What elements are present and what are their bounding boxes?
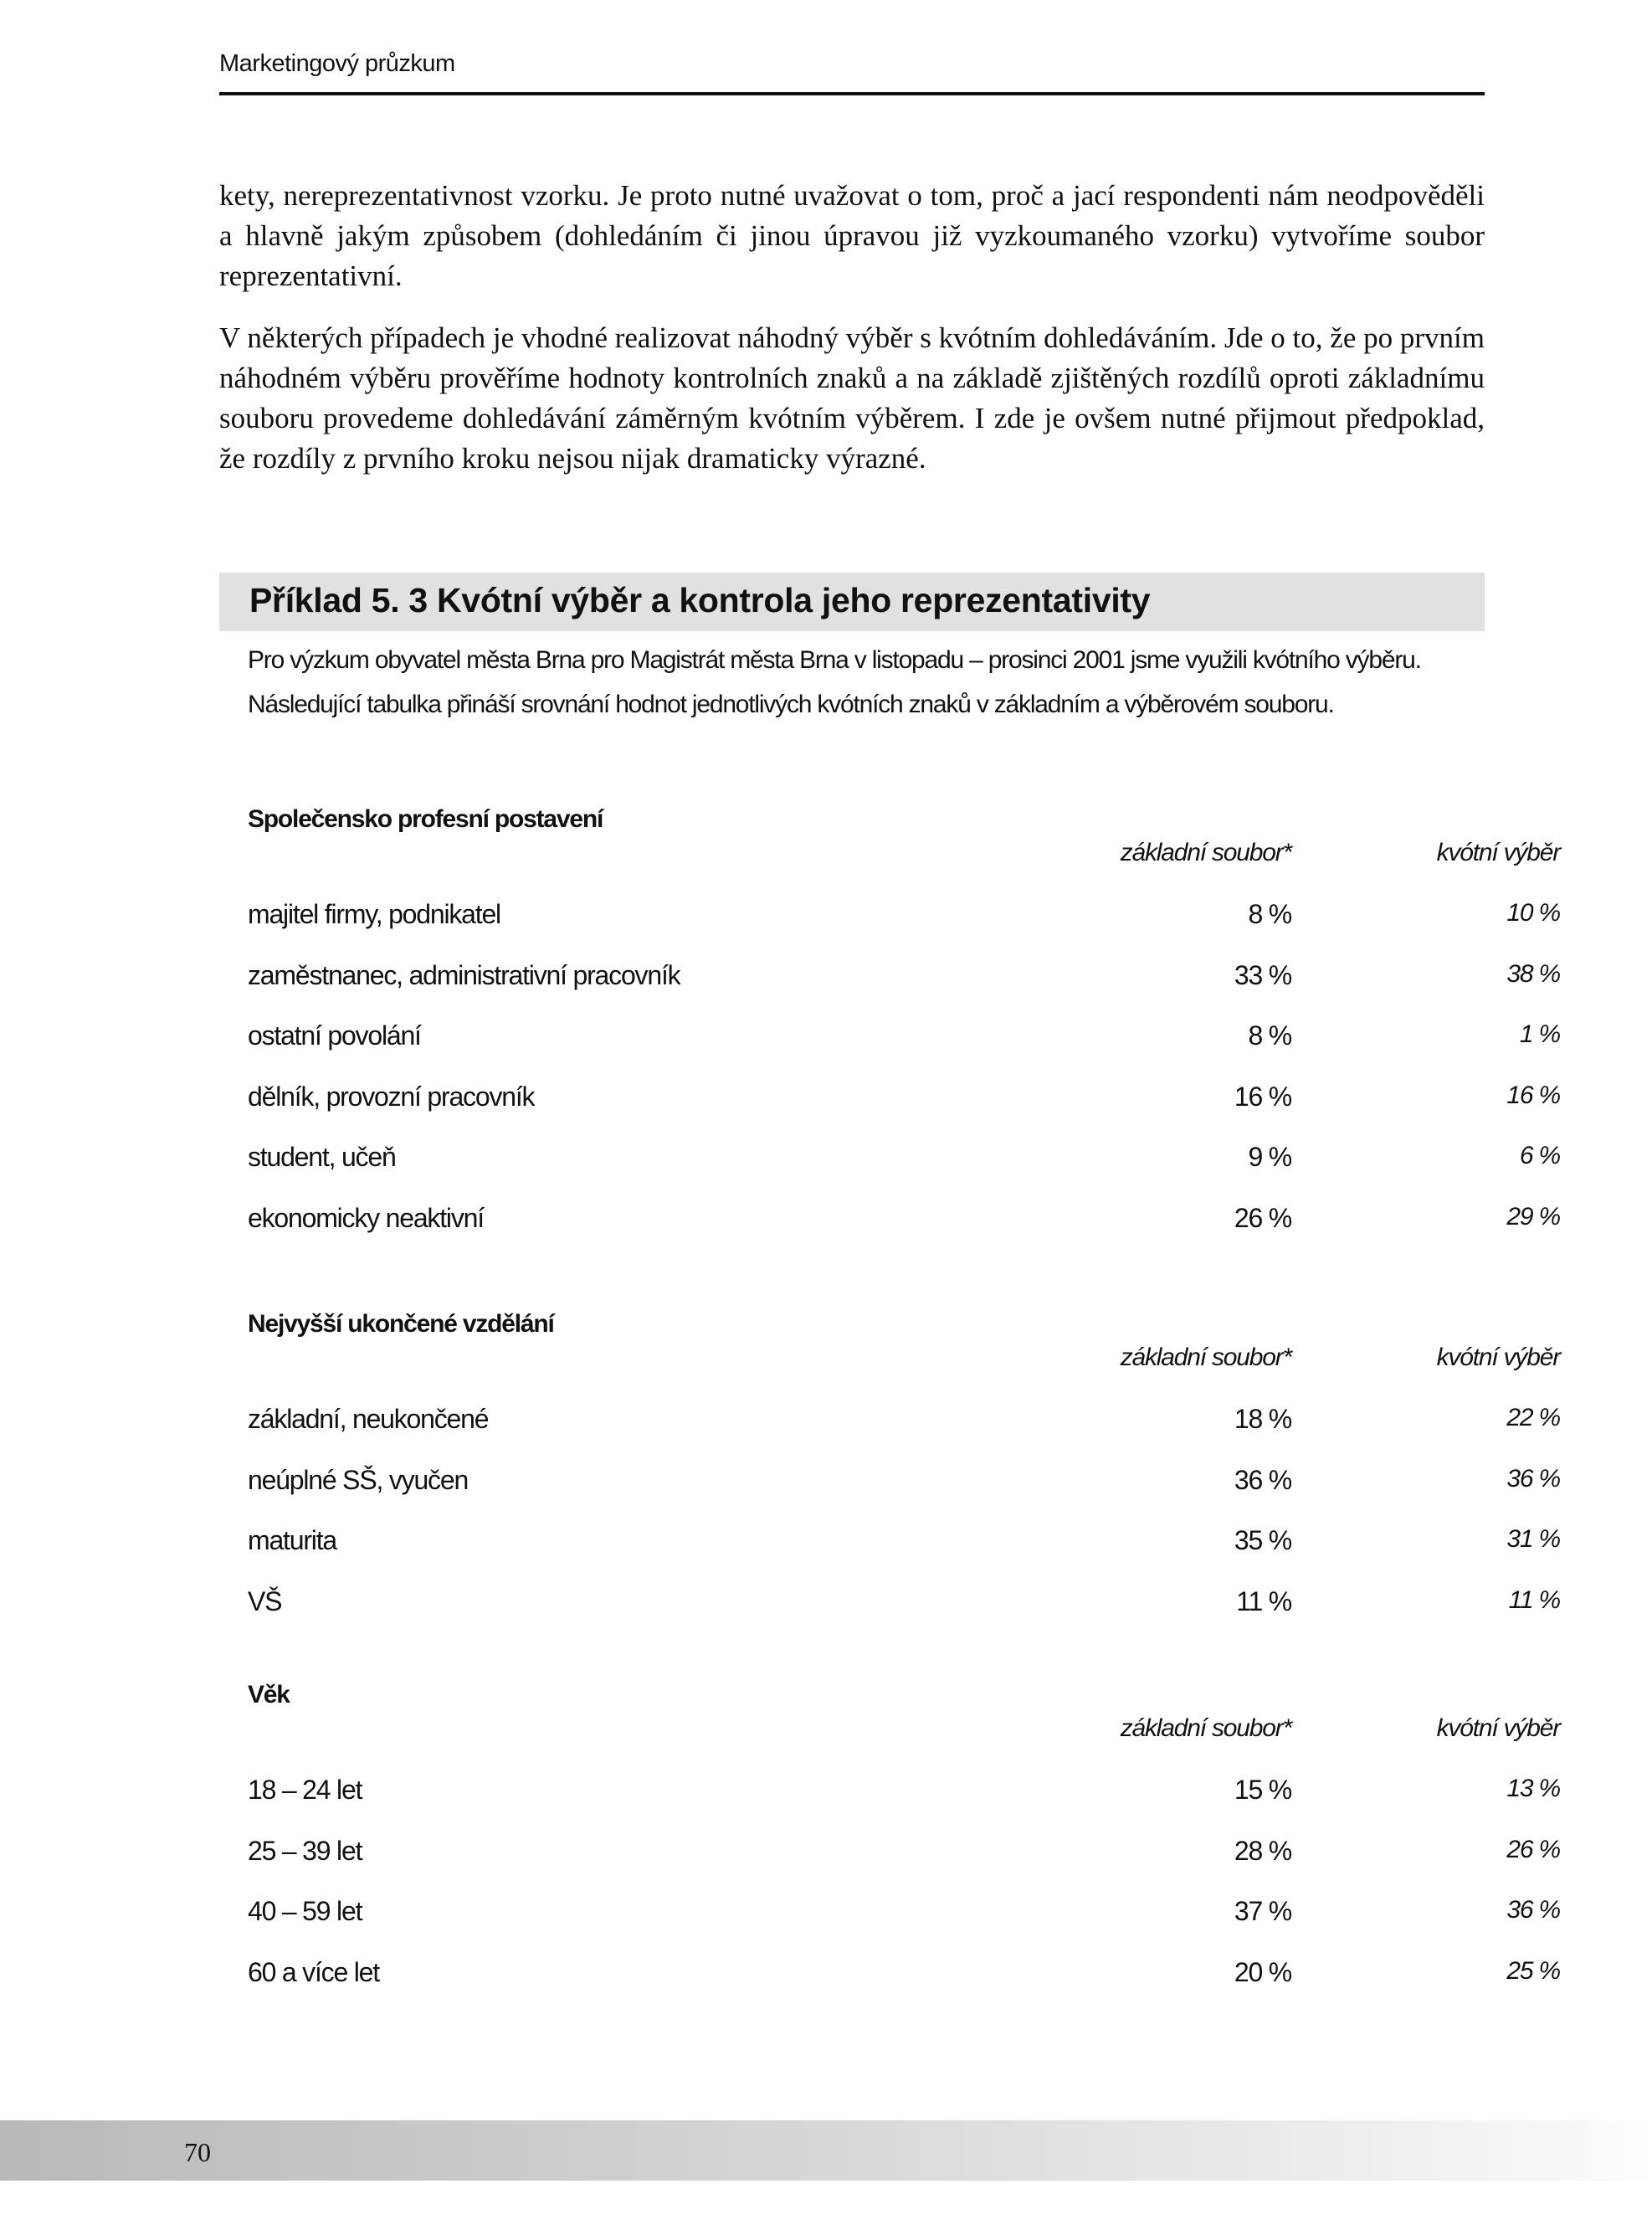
row-label: ostatní povolání: [248, 1020, 421, 1051]
row-label: majitel firmy, podnikatel: [248, 899, 500, 929]
quota-sample-value: 6 %: [1519, 1142, 1560, 1169]
population-value: 36 %: [1234, 1464, 1291, 1495]
row-label: neúplné SŠ, vyučen: [248, 1464, 469, 1495]
row-label: 60 a více let: [248, 1956, 379, 1987]
example-title: Příklad 5. 3 Kvótní výběr a kontrola jeho reprezentativity: [249, 581, 1151, 619]
quota-sample-value: 31 %: [1506, 1525, 1560, 1553]
population-value: 35 %: [1234, 1525, 1291, 1555]
column-header-population: základní soubor*: [1120, 1714, 1291, 1742]
population-value: 20 %: [1234, 1956, 1291, 1987]
header-rule: [219, 92, 1485, 95]
table-row: [248, 1464, 1560, 1526]
population-value: 18 %: [1234, 1404, 1291, 1434]
table-section-occupation: [248, 805, 1560, 1263]
column-header-row: [248, 1714, 1560, 1775]
table-row: [248, 1202, 1560, 1264]
table-row: [248, 1775, 1560, 1836]
population-value: 33 %: [1234, 959, 1291, 990]
section-title: Společensko profesní postavení: [248, 805, 603, 833]
row-label: zaměstnanec, administrativní pracovník: [248, 959, 680, 990]
row-label: 25 – 39 let: [248, 1835, 362, 1866]
quota-sample-value: 36 %: [1506, 1464, 1560, 1493]
running-head-title: Marketingový průzkum: [219, 50, 455, 77]
quota-sample-value: 25 %: [1506, 1956, 1560, 1985]
row-label: maturita: [248, 1525, 336, 1555]
population-value: 37 %: [1234, 1896, 1291, 1926]
quota-sample-value: 13 %: [1506, 1775, 1560, 1802]
row-label: základní, neukončené: [248, 1404, 489, 1434]
quota-sample-value: 38 %: [1506, 959, 1560, 988]
table-section-age: [248, 1681, 1560, 2017]
table-row: [248, 1142, 1560, 1203]
row-label: ekonomicky neaktivní: [248, 1202, 484, 1233]
table-row: [248, 1896, 1560, 1957]
section-title: Nejvyšší ukončené vzdělání: [248, 1310, 554, 1338]
page-number: 70: [184, 2137, 211, 2167]
quota-sample-value: 10 %: [1506, 899, 1560, 927]
column-header-population: základní soubor*: [1120, 1344, 1291, 1371]
table-row: [248, 959, 1560, 1021]
quota-sample-value: 29 %: [1506, 1202, 1560, 1231]
population-value: 9 %: [1248, 1142, 1291, 1172]
column-header-quota-sample: kvótní výběr: [1436, 839, 1560, 866]
population-value: 11 %: [1236, 1585, 1291, 1616]
table-section-education: [248, 1310, 1560, 1647]
quota-sample-value: 11 %: [1508, 1585, 1560, 1614]
population-value: 15 %: [1234, 1775, 1291, 1805]
population-value: 8 %: [1248, 899, 1291, 929]
row-label: dělník, provozní pracovník: [248, 1081, 535, 1112]
section-title: Věk: [248, 1681, 290, 1708]
body-paragraph: kety, nereprezentativnost vzorku. Je proto nutné uvažovat o tom, proč a jací respondenti nám neodpověděli a hlavně jakým způsobem (dohledáním či jinou úpravou již vyzkoumaného vzorku) vytvoříme soubor reprezentativní.: [219, 179, 1485, 292]
population-value: 26 %: [1234, 1202, 1291, 1233]
column-header-row: [248, 839, 1560, 899]
body-paragraph: V některých případech je vhodné realizovat náhodný výběr s kvótním dohledáváním. Jde o to, že po prvním náhodném výběru prověříme hodnoty kontrolních znaků a na základě zjištěných rozdílů oproti základnímu souboru provedeme dohledávání záměrným kvótním výběrem. I zde je ovšem nutné přijmout předpoklad, že rozdíly z prvního kroku nejsou nijak dramaticky výrazné.: [219, 321, 1485, 475]
table-row: [248, 1525, 1560, 1586]
example-intro: Pro výzkum obyvatel města Brna pro Magistrát města Brna v listopadu – prosinci 2001 jsme využili kvótního výběru. Následující tabulka přináší srovnání hodnot jednotlivých kvótních znaků v základním a výběrovém souboru.: [248, 646, 1421, 718]
population-value: 16 %: [1234, 1081, 1291, 1112]
table-row: [248, 1020, 1560, 1082]
quota-sample-value: 1 %: [1519, 1020, 1560, 1048]
table-row: [248, 1956, 1560, 2018]
row-label: 40 – 59 let: [248, 1896, 362, 1926]
row-label: student, učeň: [248, 1142, 396, 1172]
quota-sample-value: 22 %: [1506, 1404, 1560, 1431]
quota-sample-value: 26 %: [1506, 1835, 1560, 1863]
footer-band: [0, 2120, 1652, 2181]
table-row: [248, 1585, 1560, 1647]
table-row: [248, 1835, 1560, 1897]
population-value: 28 %: [1234, 1835, 1291, 1866]
column-header-population: základní soubor*: [1120, 839, 1291, 866]
column-header-quota-sample: kvótní výběr: [1436, 1344, 1560, 1371]
row-label: 18 – 24 let: [248, 1775, 362, 1805]
column-header-quota-sample: kvótní výběr: [1436, 1714, 1560, 1742]
table-row: [248, 1081, 1560, 1143]
quota-sample-value: 16 %: [1506, 1081, 1560, 1109]
table-row: [248, 899, 1560, 960]
column-header-row: [248, 1344, 1560, 1404]
example-heading-box: [219, 573, 1485, 631]
population-value: 8 %: [1248, 1020, 1291, 1051]
quota-sample-value: 36 %: [1506, 1896, 1560, 1924]
row-label: VŠ: [248, 1585, 282, 1616]
table-row: [248, 1404, 1560, 1465]
